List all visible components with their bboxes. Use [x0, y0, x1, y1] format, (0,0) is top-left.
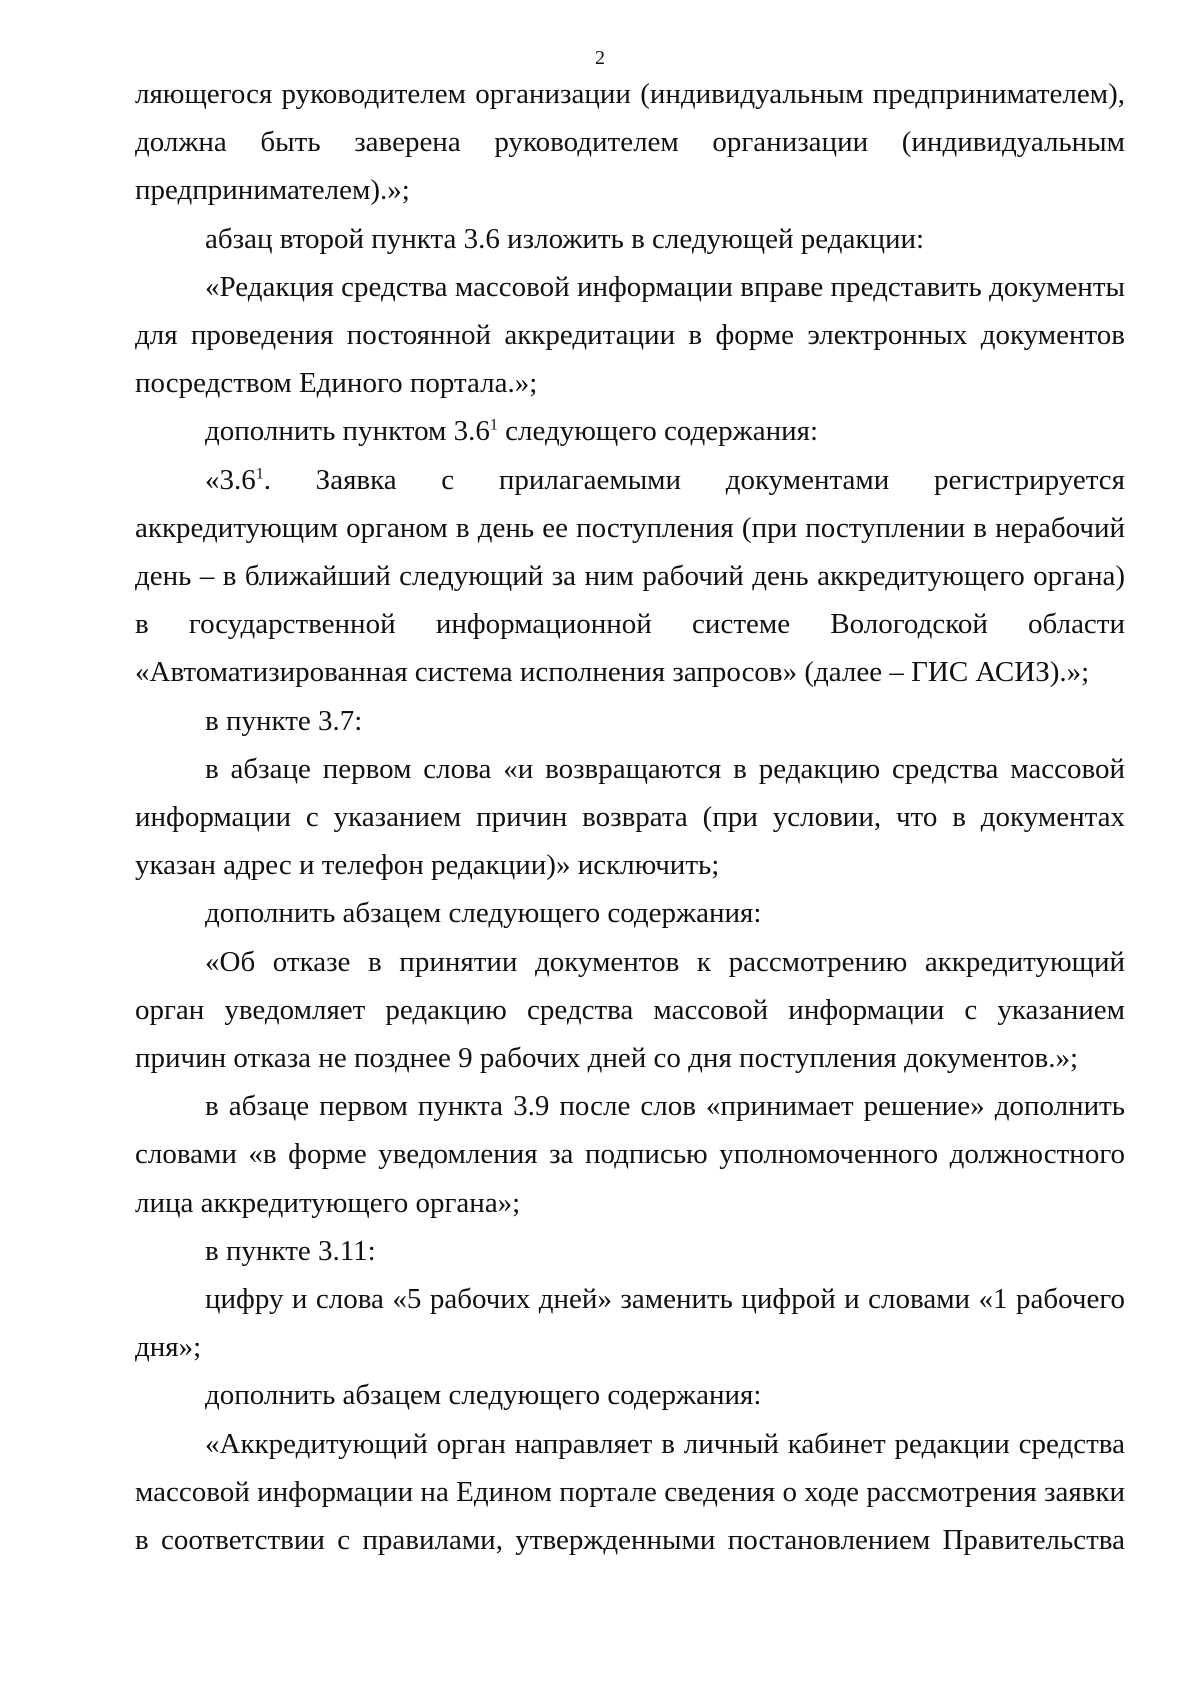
page-number: 2 [595, 47, 605, 69]
paragraph-item-3-7: в пункте 3.7: [205, 704, 363, 737]
text-segment: дополнить пунктом 3.6 [205, 415, 490, 448]
paragraph-quote-refusal: «Об отказе в принятии документов к рассмотрению аккредитующий орган уведомляет редакцию средства массовой информации с указанием причин отказа не позднее 9 рабочих дней со дня поступления документов.»; [135, 945, 1125, 1075]
paragraph-quote-3-6: «Редакция средства массовой информации вправе представить документы для проведения постоянной аккредитации в форме электронных документов посредством Единого портала.»; [135, 270, 1125, 400]
superscript: 1 [489, 416, 498, 434]
paragraph-quote-cabinet: «Аккредитующий орган направляет в личный кабинет редакции средства массовой информации на Едином портале сведения о ходе рассмотрения заявки в соответствии с правилами, утвержденными постановлением Правительства [135, 1427, 1125, 1557]
paragraph-continuation: ляющегося руководителем организации (индивидуальным предпринимателем), должна быть заверена руководителем организации (индивидуальным предпринимателем).»; [135, 78, 1125, 207]
paragraph-item-3-11: в пункте 3.11: [205, 1234, 376, 1267]
text-segment: «3.6 [205, 463, 256, 496]
paragraph-quote-3-6-1 [135, 456, 1125, 697]
paragraph-3-7-first-abzats: в абзаце первом слова «и возвращаются в редакцию средства массовой информации с указанием причин возврата (при условии, что в документах указан адрес и телефон редакции)» исключить; [135, 752, 1125, 882]
paragraph-add-abzats: дополнить абзацем следующего содержания: [205, 897, 762, 930]
paragraph-add-3-6-1 [135, 407, 1125, 455]
paragraph-replace-days: цифру и слова «5 рабочих дней» заменить цифрой и словами «1 рабочего дня»; [135, 1283, 1125, 1364]
paragraph-add-abzats-2: дополнить абзацем следующего содержания: [205, 1379, 762, 1412]
superscript: 1 [255, 464, 264, 482]
text-segment: следующего содержания: [497, 415, 819, 448]
paragraph-item-3-9: в абзаце первом пункта 3.9 после слов «принимает решение» дополнить словами «в форме уведомления за подписью уполномоченного должностного лица аккредитующего органа»; [135, 1090, 1125, 1219]
document-body [135, 70, 1125, 1564]
text-segment: . Заявка с прилагаемыми документами регистрируется аккредитующим органом в день ее поступления (при поступлении в нерабочий день – в ближайший следующий за ним рабочий день аккредитующего органа) в государственной информационной системе Вологодской области «Автоматизированная система исполнения запросов» (далее – ГИС АСИЗ).»; [135, 463, 1125, 689]
paragraph-amendment-3-6: абзац второй пункта 3.6 изложить в следующей редакции: [205, 222, 925, 255]
